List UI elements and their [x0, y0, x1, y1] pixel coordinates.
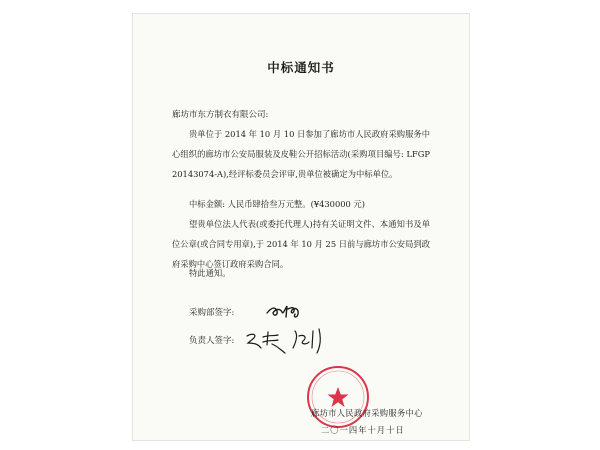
body-paragraph-closing: 特此通知。: [189, 268, 231, 278]
body-paragraph-contract-instructions: 望贵单位法人代表(或委托代理人)持有关证明文件、本通知书及单位公章(或合同专用章),于 2014 年 10 月 25 日前与廊坊市公安局到政府采购中心签订政府采购合同。: [172, 219, 430, 269]
notice-page: [133, 14, 469, 440]
procurement-handwritten-signature: [265, 300, 305, 322]
official-seal: [303, 364, 373, 430]
addressee: 廊坊市东方制衣有限公司:: [172, 110, 269, 120]
document-title: 中标通知书: [267, 60, 335, 75]
principal-signature-label: 负责人签字:: [189, 336, 235, 346]
body-paragraph-award-amount: 中标金额: 人民币肆拾叁万元整。(¥430000 元): [189, 199, 365, 209]
issue-date: 二〇一四年十月十日: [321, 425, 405, 435]
principal-handwritten-signature: [243, 326, 337, 356]
procurement-signature-label: 采购部签字:: [189, 308, 235, 318]
body-paragraph-participation: 贵单位于 2014 年 10 月 10 日参加了廊坊市人民政府采购服务中心组织的廊坊市公安局服装及皮鞋公开招标活动(采购项目编号: LFGP 20143074-A),经评标委员会评审,贵单位被确定为中标单位。: [172, 129, 430, 179]
issuing-organization: 廊坊市人民政府采购服务中心: [311, 408, 423, 418]
